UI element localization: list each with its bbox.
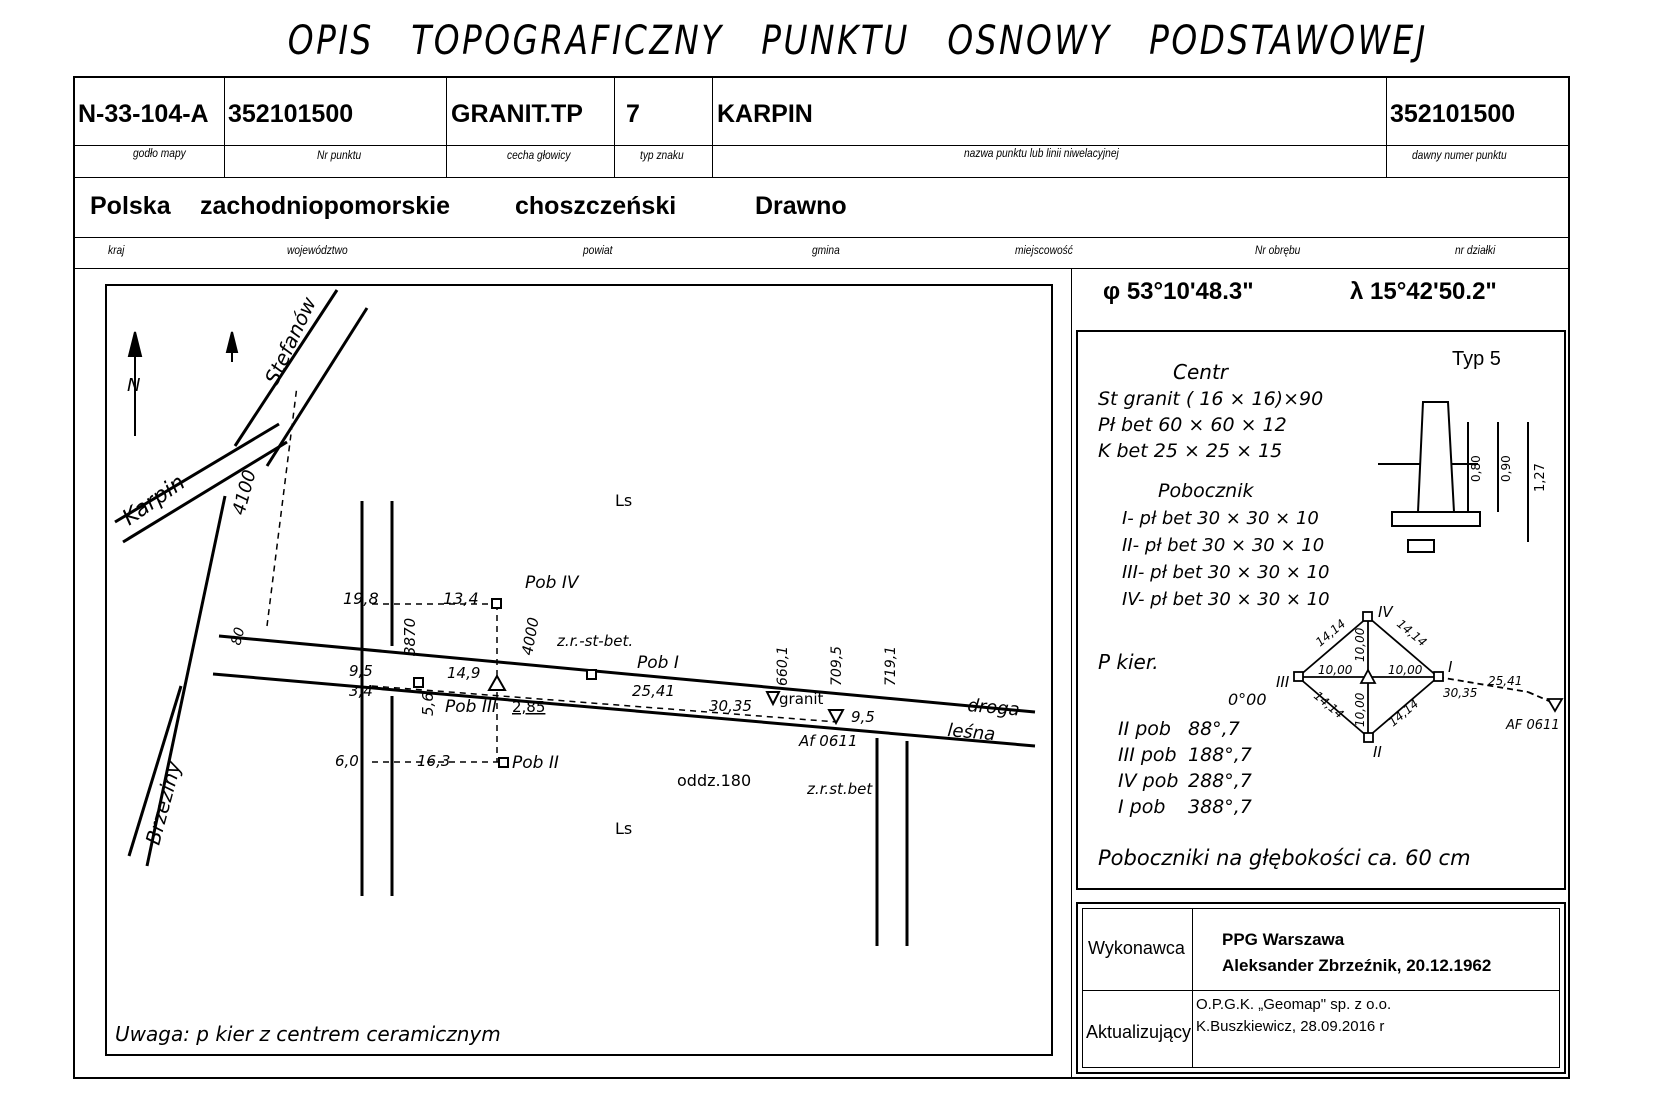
longitude: λ 15°42'50.2" bbox=[1350, 278, 1497, 305]
voivodeship: zachodniopomorskie bbox=[200, 192, 451, 220]
pkier-row-angle: 388°,7 bbox=[1188, 796, 1252, 818]
divider bbox=[1071, 268, 1072, 1079]
dimension-label: 3,4 bbox=[349, 682, 373, 700]
area-label-ls: Ls bbox=[615, 819, 633, 838]
pob-i-label: Pob I bbox=[637, 653, 679, 673]
point-number: 352101500 bbox=[228, 100, 354, 128]
road-label-droga: droga bbox=[966, 695, 1021, 721]
divider bbox=[1192, 908, 1193, 1068]
centr-line: K bet 25 × 25 × 15 bbox=[1098, 440, 1283, 462]
diagram-distance: 14,14 bbox=[1311, 688, 1347, 722]
diagram-distance: 10,00 bbox=[1318, 663, 1353, 677]
caption-parcel: nr działki bbox=[1455, 243, 1496, 257]
dimension-label: 709,5 bbox=[829, 645, 845, 686]
pkier-row-angle: 88°,7 bbox=[1188, 718, 1240, 740]
caption-mark-type: typ znaku bbox=[640, 148, 684, 162]
diagram-distance: 25,41 bbox=[1488, 674, 1523, 688]
executor-label: Wykonawca bbox=[1088, 938, 1185, 958]
dimension-label: 4100 bbox=[228, 467, 261, 518]
pkier-row-angle: 188°,7 bbox=[1188, 744, 1252, 766]
diagram-label-iv: IV bbox=[1378, 603, 1393, 621]
dimension-label: 9,5 bbox=[851, 708, 875, 726]
dimension-label: 6,0 bbox=[335, 752, 359, 770]
caption-county: powiat bbox=[583, 243, 613, 257]
granit-label: granit bbox=[779, 690, 824, 708]
dimension-label: 80 bbox=[228, 625, 249, 648]
centr-line: Pł bet 60 × 60 × 12 bbox=[1098, 414, 1287, 436]
dimension-label: 660,1 bbox=[775, 645, 791, 686]
updater-line: K.Buszkiewicz, 28.09.2016 r bbox=[1196, 1018, 1385, 1035]
pobocznik-heading: Pobocznik bbox=[1158, 480, 1254, 502]
caption-locality: miejscowość bbox=[1015, 243, 1073, 257]
dimension-label: 5,6 bbox=[419, 692, 437, 716]
diagram-distance: 30,35 bbox=[1443, 686, 1478, 700]
location-sketch bbox=[105, 284, 1053, 1056]
area-label-ls: Ls bbox=[615, 491, 633, 510]
caption-point-number: Nr punktu bbox=[317, 148, 362, 162]
dimension-label: 719,1 bbox=[883, 645, 899, 686]
dimension-label: 9,5 bbox=[349, 662, 373, 680]
construction-footer: Poboczniki na głębokości ca. 60 cm bbox=[1098, 846, 1471, 870]
pob-ii-label: Pob II bbox=[512, 753, 559, 773]
caption-former-number: dawny numer punktu bbox=[1412, 148, 1507, 162]
divider bbox=[1386, 76, 1387, 177]
dimension-label: 0,90 bbox=[1499, 455, 1513, 482]
caption-point-name: nazwa punktu lub linii niwelacyjnej bbox=[964, 146, 1119, 160]
diagram-af-label: AF 0611 bbox=[1506, 718, 1560, 733]
caption-country: kraj bbox=[108, 243, 125, 257]
diagram-distance: 14,14 bbox=[1312, 616, 1349, 650]
pkier-row-angle: 288°,7 bbox=[1188, 770, 1252, 792]
executor-panel bbox=[1076, 902, 1566, 1074]
zrsbet-label: z.r.st.bet bbox=[807, 780, 873, 798]
updater-label: Aktualizujący bbox=[1086, 1022, 1192, 1042]
diagram-distance: 14,14 bbox=[1394, 616, 1430, 650]
divider bbox=[614, 76, 615, 177]
updater-line: O.P.G.K. „Geomap" sp. z o.o. bbox=[1196, 996, 1392, 1013]
pkier-row-name: I pob bbox=[1118, 796, 1166, 818]
dimension-label: 0,80 bbox=[1469, 455, 1483, 482]
north-label: N bbox=[127, 375, 141, 396]
forest-compartment-label: oddz.180 bbox=[677, 771, 752, 790]
divider bbox=[73, 268, 1570, 269]
former-point-number: 352101500 bbox=[1390, 100, 1516, 128]
country: Polska bbox=[90, 192, 171, 220]
pkier-base: 0°00 bbox=[1228, 690, 1267, 709]
pobocznik-line: IV- pł bet 30 × 30 × 10 bbox=[1122, 589, 1330, 610]
divider bbox=[1082, 990, 1560, 991]
dimension-label: 14,9 bbox=[447, 664, 481, 682]
pkier-row-name: II pob bbox=[1118, 718, 1171, 740]
county: choszczeński bbox=[515, 192, 677, 220]
head-mark: GRANIT.TP bbox=[451, 100, 583, 128]
pkier-row-name: III pob bbox=[1118, 744, 1177, 766]
pobocznik-line: I- pł bet 30 × 30 × 10 bbox=[1122, 508, 1319, 529]
pobocznik-line: II- pł bet 30 × 30 × 10 bbox=[1122, 535, 1325, 556]
caption-commune: gmina bbox=[812, 243, 840, 257]
dimension-label: 16,3 bbox=[417, 752, 451, 770]
divider bbox=[224, 76, 225, 177]
executor-line: PPG Warszawa bbox=[1222, 930, 1345, 949]
caption-head-mark: cecha głowicy bbox=[507, 148, 571, 162]
diagram-distance: 14,14 bbox=[1385, 696, 1422, 730]
divider bbox=[73, 237, 1570, 238]
caption-voivodeship: województwo bbox=[287, 243, 348, 257]
type-label: Typ 5 bbox=[1452, 348, 1501, 370]
road-label-brzeziny: Brzeziny bbox=[140, 758, 186, 848]
construction-panel bbox=[1076, 330, 1566, 890]
dimension-label: 19,8 bbox=[343, 589, 379, 608]
dimension-label: 30,35 bbox=[709, 697, 752, 715]
pobocznik-line: III- pł bet 30 × 30 × 10 bbox=[1122, 562, 1330, 583]
sketch-note: Uwaga: p kier z centrem ceramicznym bbox=[115, 1022, 501, 1046]
commune: Drawno bbox=[755, 192, 847, 220]
dimension-label: 3870 bbox=[401, 617, 419, 656]
point-name: KARPIN bbox=[717, 100, 813, 128]
dimension-label: 13,4 bbox=[443, 589, 479, 608]
dimension-label: 2,85 bbox=[512, 698, 546, 716]
dimension-label: 1,27 bbox=[1533, 463, 1548, 492]
caption-precinct: Nr obrębu bbox=[1255, 243, 1301, 257]
dimension-label: 4000 bbox=[518, 615, 543, 657]
pkier-heading: P kier. bbox=[1098, 650, 1159, 674]
road-label-stefanow: Stefanów bbox=[259, 293, 322, 389]
dimension-label: 25,41 bbox=[632, 682, 675, 700]
diagram-label-i: I bbox=[1448, 658, 1453, 676]
zrsbet-label: z.r.-st-bet. bbox=[557, 632, 634, 650]
diagram-distance: 10,00 bbox=[1353, 627, 1367, 662]
road-label-lesna: leśna bbox=[946, 720, 997, 746]
pkier-row-name: IV pob bbox=[1118, 770, 1179, 792]
road-label-karpin: Karpin bbox=[118, 470, 190, 531]
pob-iv-label: Pob IV bbox=[525, 573, 579, 593]
executor-line: Aleksander Zbrzeźnik, 20.12.1962 bbox=[1222, 956, 1492, 975]
map-sheet-code: N-33-104-A bbox=[78, 100, 209, 128]
divider bbox=[73, 177, 1570, 178]
diagram-distance: 10,00 bbox=[1388, 663, 1423, 677]
mark-type: 7 bbox=[626, 100, 640, 128]
centr-heading: Centr bbox=[1173, 360, 1229, 384]
centr-line: St granit ( 16 × 16)×90 bbox=[1098, 388, 1324, 410]
pob-iii-label: Pob III bbox=[445, 697, 497, 717]
af-label: Af 0611 bbox=[799, 732, 858, 750]
diagram-label-iii: III bbox=[1276, 673, 1290, 691]
latitude: φ 53°10'48.3" bbox=[1103, 278, 1254, 305]
divider bbox=[712, 76, 713, 177]
document-title: OPIS TOPOGRAFICZNY PUNKTU OSNOWY PODSTAWOWEJ bbox=[287, 18, 1428, 64]
diagram-distance: 10,00 bbox=[1353, 692, 1367, 727]
divider bbox=[446, 76, 447, 177]
caption-map-sheet: godło mapy bbox=[133, 146, 186, 160]
divider bbox=[73, 145, 1570, 146]
diagram-label-ii: II bbox=[1373, 743, 1382, 761]
